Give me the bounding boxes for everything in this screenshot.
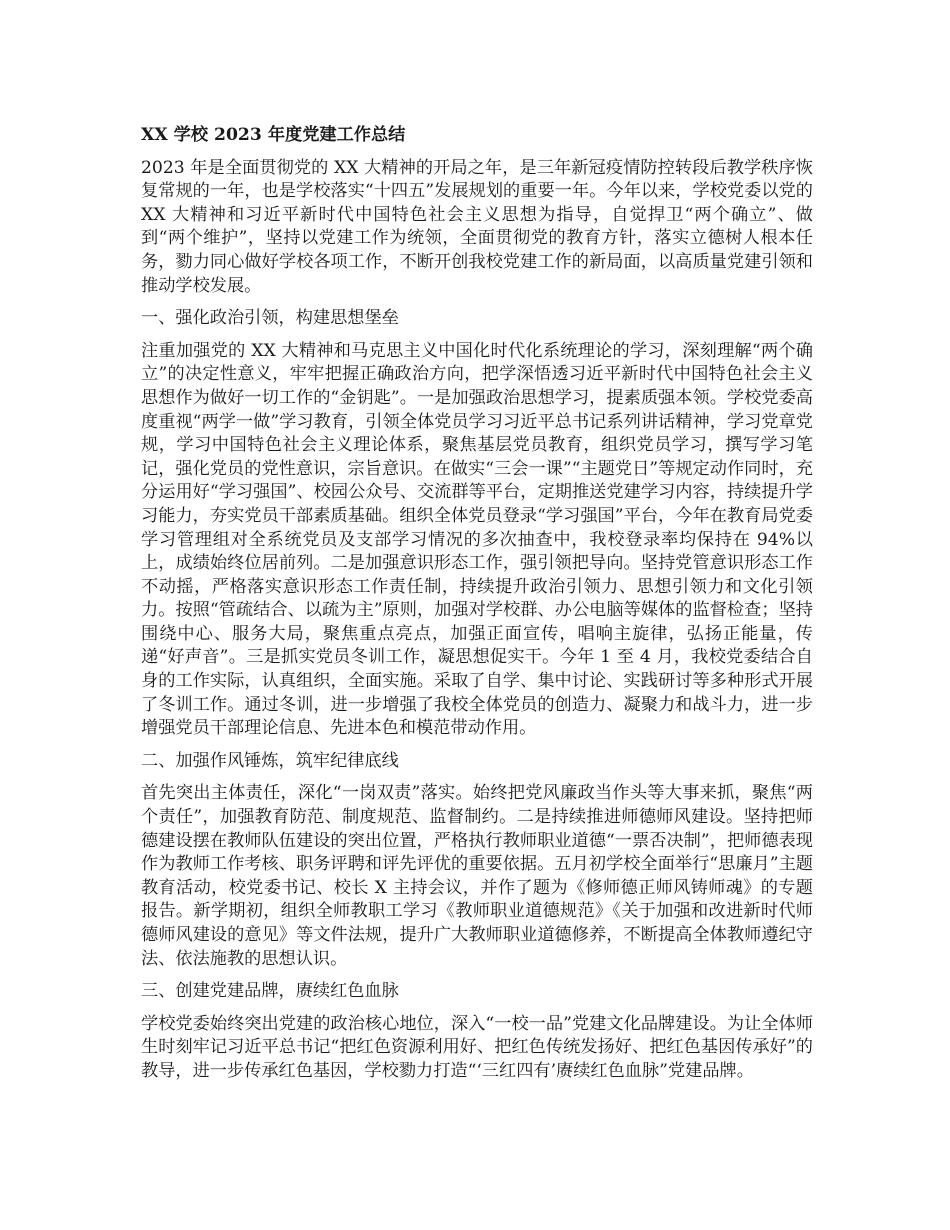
section-2-body: 首先突出主体责任，深化“一岗双责”落实。始终把党风廉政当作头等大事来抓，聚焦“两个责任”，加强教育防范、制度规范、监督制约。二是持续推进师德师风建设。坚持把师德建设摆在教师队伍建设的突出位置，严格执行教师职业道德“一票否决制”，把师德表现作为教师工作考核、职务评聘和评先评优的重要依据。五月初学校全面举行“思廉月”主题教育活动，校党委书记、校长 X 主持会议，并作了题为《修师德正师风铸师魂》的专题报告。新学期初，组织全师教职工学习《教师职业道德规范》《关于加强和改进新时代师德师风建设的意见》等文件法规，提升广大教师职业道德修养，不断提高全体教师遵纪守法、依法施教的思想认识。 <box>141 783 813 969</box>
intro-paragraph: 2023 年是全面贯彻党的 XX 大精神的开局之年，是三年新冠疫情防控转段后教学秩序恢复常规的一年，也是学校落实“十四五”发展规划的重要一年。今年以来，学校党委以党的 XX 大精神和习近平新时代中国特色社会主义思想为指导，自觉捍卫“两个确立”、做到“两个维护”，坚持以党建工作为统领，全面贯彻党的教育方针，落实立德树人根本任务，勠力同心做好学校各项工作，不断开创我校党建工作的新局面，以高质量党建引领和推动学校发展。 <box>141 157 813 296</box>
section-2-heading: 二、加强作风锤炼，筑牢纪律底线 <box>141 750 399 771</box>
section-3-body: 学校党委始终突出党建的政治核心地位，深入“一校一品”党建文化品牌建设。为让全体师生时刻牢记习近平总书记“把红色资源利用好、把红色传统发扬好、把红色基因传承好”的教导，进一步传承红色基因，学校勠力打造“‘三红四有’赓续红色血脉”党建品牌。 <box>141 1013 813 1081</box>
section-1-body: 注重加强党的 XX 大精神和马克思主义中国化时代化系统理论的学习，深刻理解“两个确立”的决定性意义，牢牢把握正确政治方向，把学深悟透习近平新时代中国特色社会主义思想作为做好一切工作的“金钥匙”。一是加强政治思想学习，提素质强本领。学校党委高度重视“两学一做”学习教育，引领全体党员学习习近平总书记系列讲话精神，学习党章党规，学习中国特色社会主义理论体系，聚焦基层党员教育，组织党员学习，撰写学习笔记，强化党员的党性意识，宗旨意识。在做实“三会一课”“主题党日”等规定动作同时，充分运用好“学习强国”、校园公众号、交流群等平台，定期推送党建学习内容，持续提升学习能力，夯实党员干部素质基础。组织全体党员登录“学习强国”平台，今年在教育局党委学习管理组对全系统党员及支部学习情况的多次抽查中，我校登录率均保持在 94%以上，成绩始终位居前列。二是加强意识形态工作，强引领把导向。坚持党管意识形态工作不动摇，严格落实意识形态工作责任制，持续提升政治引领力、思想引领力和文化引领力。按照“管疏结合、以疏为主”原则，加强对学校群、办公电脑等媒体的监督检查；坚持围绕中心、服务大局，聚焦重点亮点，加强正面宣传，唱响主旋律，弘扬正能量，传递“好声音”。三是抓实党员冬训工作，凝思想促实干。今年 1 至 4 月，我校党委结合自身的工作实际，认真组织，全面实施。采取了自学、集中讨论、实践研讨等多种形式开展了冬训工作。通过冬训，进一步增强了我校全体党员的创造力、凝聚力和战斗力，进一步增强党员干部理论信息、先进本色和模范带动作用。 <box>141 340 813 739</box>
section-3-heading: 三、创建党建品牌，赓续红色血脉 <box>141 981 399 1002</box>
document-title: XX 学校 2023 年度党建工作总结 <box>141 125 406 145</box>
document-page <box>141 124 813 1093</box>
section-1-heading: 一、强化政治引领，构建思想堡垒 <box>141 308 399 329</box>
